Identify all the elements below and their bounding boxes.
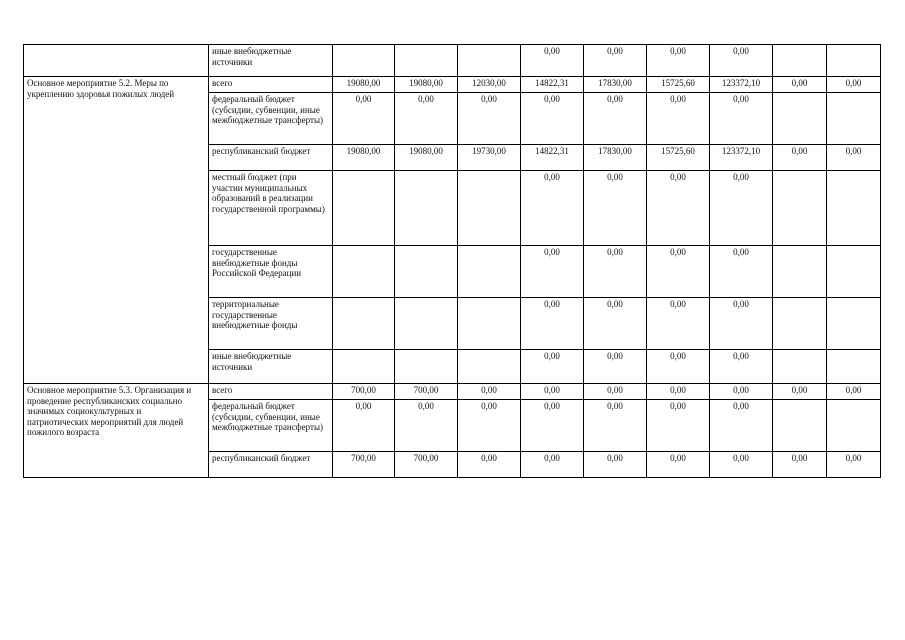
amount-cell: 0,00 xyxy=(827,145,881,171)
amount-cell xyxy=(395,350,458,384)
amount-cell xyxy=(773,45,827,77)
amount-cell: 0,00 xyxy=(647,384,710,400)
amount-cell: 0,00 xyxy=(333,93,395,145)
amount-cell: 0,00 xyxy=(521,298,584,350)
amount-cell: 0,00 xyxy=(458,400,521,452)
amount-cell xyxy=(773,400,827,452)
amount-cell: 0,00 xyxy=(395,400,458,452)
amount-cell xyxy=(395,171,458,246)
amount-cell xyxy=(395,45,458,77)
amount-cell xyxy=(333,246,395,298)
funding-source-cell: федеральный бюджет (субсидии, субвенции, иные межбюджетные трансферты) xyxy=(209,400,333,452)
amount-cell: 14822,31 xyxy=(521,77,584,93)
amount-cell: 0,00 xyxy=(521,246,584,298)
amount-cell: 0,00 xyxy=(521,350,584,384)
amount-cell: 0,00 xyxy=(827,77,881,93)
funding-source-cell: федеральный бюджет (субсидии, субвенции, иные межбюджетные трансферты) xyxy=(209,93,333,145)
amount-cell: 0,00 xyxy=(710,93,773,145)
amount-cell: 0,00 xyxy=(521,452,584,478)
amount-cell: 0,00 xyxy=(584,45,647,77)
amount-cell: 0,00 xyxy=(521,45,584,77)
amount-cell: 0,00 xyxy=(521,400,584,452)
amount-cell: 0,00 xyxy=(647,93,710,145)
amount-cell: 0,00 xyxy=(647,246,710,298)
amount-cell: 0,00 xyxy=(647,350,710,384)
amount-cell xyxy=(458,298,521,350)
amount-cell: 0,00 xyxy=(827,452,881,478)
amount-cell: 19080,00 xyxy=(333,77,395,93)
table-row xyxy=(24,77,881,93)
amount-cell: 0,00 xyxy=(584,350,647,384)
amount-cell: 0,00 xyxy=(710,384,773,400)
amount-cell: 0,00 xyxy=(584,171,647,246)
activity-cell: Основное мероприятие 5.3. Организация и проведение республиканских социально значимых социокультурных и патриотических мероприятий для людей пожилого возраста xyxy=(24,384,209,478)
amount-cell: 0,00 xyxy=(710,400,773,452)
amount-cell xyxy=(458,350,521,384)
amount-cell: 0,00 xyxy=(521,384,584,400)
amount-cell xyxy=(827,45,881,77)
amount-cell: 19080,00 xyxy=(395,77,458,93)
amount-cell: 0,00 xyxy=(773,77,827,93)
funding-source-cell: республиканский бюджет xyxy=(209,452,333,478)
table-row xyxy=(24,45,881,77)
amount-cell: 12030,00 xyxy=(458,77,521,93)
amount-cell: 0,00 xyxy=(584,298,647,350)
budget-table xyxy=(23,44,881,478)
amount-cell xyxy=(827,246,881,298)
amount-cell: 0,00 xyxy=(458,384,521,400)
amount-cell: 19080,00 xyxy=(395,145,458,171)
amount-cell: 0,00 xyxy=(710,452,773,478)
amount-cell: 17830,00 xyxy=(584,145,647,171)
amount-cell xyxy=(333,350,395,384)
amount-cell: 0,00 xyxy=(773,452,827,478)
amount-cell xyxy=(395,246,458,298)
funding-source-cell: местный бюджет (при участии муниципальных образований в реализации государственной программы) xyxy=(209,171,333,246)
amount-cell: 0,00 xyxy=(458,452,521,478)
activity-cell xyxy=(24,45,209,77)
amount-cell: 19080,00 xyxy=(333,145,395,171)
amount-cell xyxy=(827,171,881,246)
amount-cell xyxy=(773,246,827,298)
funding-source-cell: иные внебюджетные источники xyxy=(209,45,333,77)
amount-cell: 0,00 xyxy=(710,171,773,246)
amount-cell: 0,00 xyxy=(773,145,827,171)
table-row xyxy=(24,384,881,400)
amount-cell: 0,00 xyxy=(584,384,647,400)
funding-source-cell: государственные внебюджетные фонды Российской Федерации xyxy=(209,246,333,298)
amount-cell: 17830,00 xyxy=(584,77,647,93)
amount-cell: 15725,60 xyxy=(647,145,710,171)
amount-cell: 0,00 xyxy=(584,400,647,452)
amount-cell: 0,00 xyxy=(647,45,710,77)
amount-cell: 19730,00 xyxy=(458,145,521,171)
amount-cell: 0,00 xyxy=(647,298,710,350)
amount-cell: 0,00 xyxy=(647,452,710,478)
amount-cell xyxy=(333,45,395,77)
amount-cell: 14822,31 xyxy=(521,145,584,171)
amount-cell xyxy=(773,93,827,145)
amount-cell xyxy=(827,350,881,384)
amount-cell xyxy=(458,171,521,246)
amount-cell: 0,00 xyxy=(333,400,395,452)
amount-cell: 0,00 xyxy=(647,400,710,452)
amount-cell xyxy=(773,350,827,384)
amount-cell: 0,00 xyxy=(710,298,773,350)
amount-cell xyxy=(827,93,881,145)
amount-cell: 700,00 xyxy=(395,384,458,400)
amount-cell: 0,00 xyxy=(521,93,584,145)
amount-cell xyxy=(458,246,521,298)
amount-cell xyxy=(333,298,395,350)
funding-source-cell: республиканский бюджет xyxy=(209,145,333,171)
funding-source-cell: всего xyxy=(209,384,333,400)
amount-cell xyxy=(333,171,395,246)
amount-cell: 700,00 xyxy=(333,452,395,478)
amount-cell: 123372,10 xyxy=(710,77,773,93)
amount-cell: 0,00 xyxy=(773,384,827,400)
activity-cell: Основное мероприятие 5.2. Меры по укреплению здоровья пожилых людей xyxy=(24,77,209,384)
amount-cell: 0,00 xyxy=(710,246,773,298)
funding-source-cell: всего xyxy=(209,77,333,93)
amount-cell xyxy=(773,171,827,246)
amount-cell xyxy=(827,298,881,350)
amount-cell: 0,00 xyxy=(647,171,710,246)
amount-cell: 0,00 xyxy=(584,93,647,145)
amount-cell: 0,00 xyxy=(584,246,647,298)
funding-source-cell: территориальные государственные внебюджетные фонды xyxy=(209,298,333,350)
amount-cell: 0,00 xyxy=(710,350,773,384)
amount-cell: 0,00 xyxy=(584,452,647,478)
amount-cell xyxy=(773,298,827,350)
amount-cell: 0,00 xyxy=(827,384,881,400)
amount-cell xyxy=(458,45,521,77)
amount-cell: 0,00 xyxy=(521,171,584,246)
amount-cell: 700,00 xyxy=(395,452,458,478)
amount-cell xyxy=(827,400,881,452)
amount-cell: 0,00 xyxy=(395,93,458,145)
amount-cell: 123372,10 xyxy=(710,145,773,171)
funding-source-cell: иные внебюджетные источники xyxy=(209,350,333,384)
amount-cell xyxy=(395,298,458,350)
amount-cell: 700,00 xyxy=(333,384,395,400)
amount-cell: 0,00 xyxy=(458,93,521,145)
amount-cell: 0,00 xyxy=(710,45,773,77)
amount-cell: 15725,60 xyxy=(647,77,710,93)
